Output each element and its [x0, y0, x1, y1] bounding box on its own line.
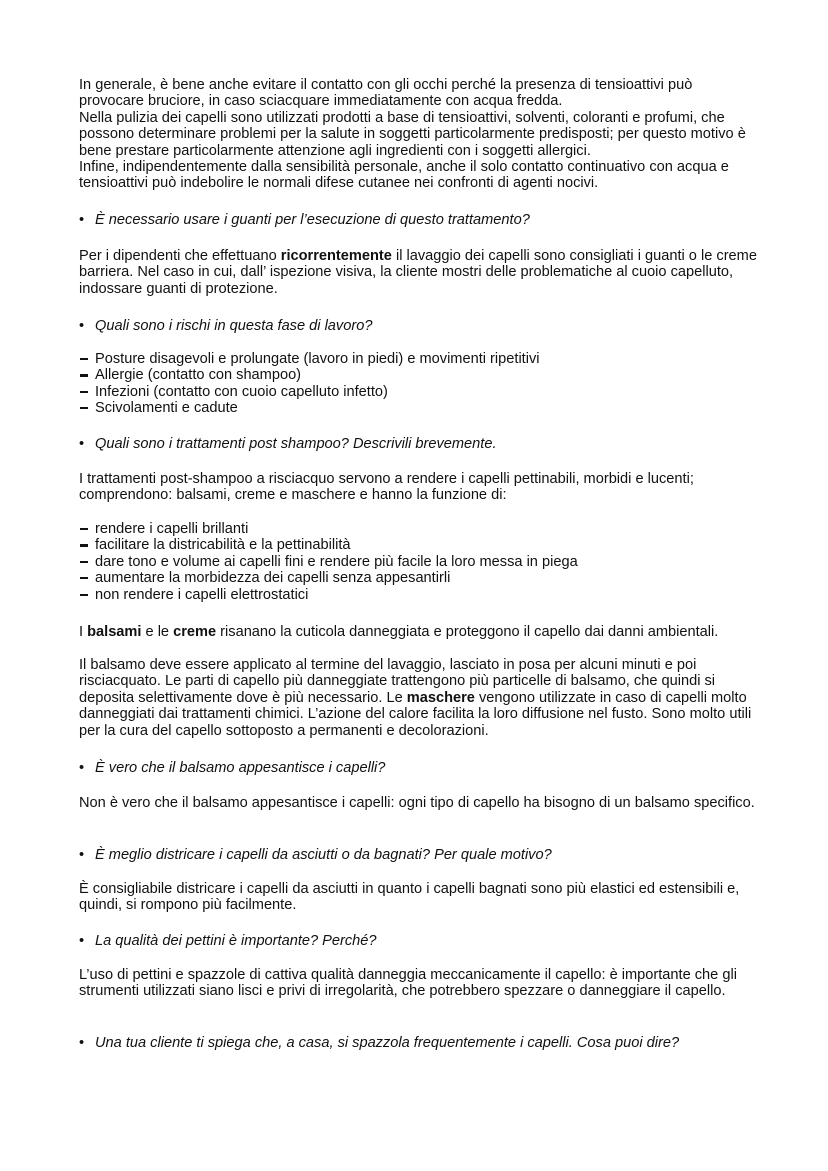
question-risks: [79, 318, 779, 334]
answer-balsamo: Non è vero che il balsamo appesantisce i capelli: ogni tipo di capello ha bisogno di un balsamo specifico.: [79, 795, 755, 811]
bullet-point: •: [79, 318, 85, 334]
bold-term: maschere: [406, 689, 475, 706]
bullet-point: •: [79, 760, 85, 776]
question-text: Quali sono i trattamenti post shampoo? Descrivili brevemente.: [95, 436, 497, 452]
question-balsamo: [79, 760, 779, 776]
bullet-point: •: [79, 1035, 85, 1051]
answer-pettini: L’uso di pettini e spazzole di cattiva qualità danneggia meccanicamente il capello: è importante che gli strumenti utilizzati siano lisci e privi di irregolarità, che potrebbero spezzare o danneggiare il capello.: [79, 967, 737, 1000]
answer-post-shampoo: I trattamenti post-shampoo a risciacquo servono a rendere i capelli pettinabili, morbidi e lucenti; comprendono: balsami, creme e maschere e hanno la funzione di:: [79, 471, 694, 504]
list-item: facilitare la districabilità e la pettinabilità: [79, 537, 578, 553]
paragraph-balsami: I balsami e le creme risanano la cuticola danneggiata e proteggono il capello dai danni ambientali.: [79, 624, 719, 640]
list-item: Infezioni (contatto con cuoio capelluto infetto): [79, 384, 540, 400]
list-item: Scivolamenti e cadute: [79, 400, 540, 416]
bold-term: balsami: [87, 624, 142, 640]
list-item: dare tono e volume ai capelli fini e rendere più facile la loro messa in piega: [79, 554, 578, 570]
question-gloves: [79, 212, 779, 228]
question-spazzola: [79, 1035, 779, 1051]
question-text: È meglio districare i capelli da asciutti o da bagnati? Per quale motivo?: [95, 847, 552, 863]
list-item: rendere i capelli brillanti: [79, 521, 578, 537]
answer-districare: È consigliabile districare i capelli da asciutti in quanto i capelli bagnati sono più elastici ed estensibili e, quindi, si rompono più facilmente.: [79, 881, 740, 914]
answer-gloves: Per i dipendenti che effettuano ricorrentemente il lavaggio dei capelli sono consigliati i guanti o le creme barriera. Nel caso in cui, dall’ ispezione visiva, la cliente mostri delle problematiche al cuoio capelluto, indossare guanti di protezione.: [79, 248, 757, 297]
bullet-point: •: [79, 847, 85, 863]
list-item: Allergie (contatto con shampoo): [79, 367, 540, 383]
question-post-shampoo: [79, 436, 779, 452]
functions-list: [79, 521, 578, 603]
list-item: Posture disagevoli e prolungate (lavoro in piedi) e movimenti ripetitivi: [79, 351, 540, 367]
question-text: È necessario usare i guanti per l’esecuzione di questo trattamento?: [95, 212, 530, 228]
question-text: È vero che il balsamo appesantisce i capelli?: [95, 760, 386, 776]
paragraph-ingredients: Nella pulizia dei capelli sono utilizzati prodotti a base di tensioattivi, solventi, coloranti e profumi, che possono determinare problemi per la salute in soggetti particolarmente predisposti; per questo motivo è bene prestare particolarmente attenzione agli ingredienti con i soggetti allergici.: [79, 110, 746, 159]
bullet-point: •: [79, 436, 85, 452]
question-text: Quali sono i rischi in questa fase di lavoro?: [95, 318, 373, 334]
bold-term: creme: [173, 624, 217, 640]
risks-list: [79, 351, 540, 417]
list-item: non rendere i capelli elettrostatici: [79, 587, 578, 603]
bullet-point: •: [79, 212, 85, 228]
bullet-point: •: [79, 933, 85, 949]
paragraph-maschere: Il balsamo deve essere applicato al termine del lavaggio, lasciato in posa per alcuni minuti e poi risciacquato. Le parti di capello più danneggiate trattengono più particelle di balsamo, che quindi si deposita selettivamente dove è più necessario. Le maschere vengono utilizzate in caso di capelli molto danneggiati dai trattamenti chimici. L’azione del calore facilita la loro diffusione nel fusto. Sono molto utili per la cura del capello sottoposto a permanenti e decolorazioni.: [79, 657, 752, 739]
question-districare: [79, 847, 779, 863]
question-text: La qualità dei pettini è importante? Perché?: [95, 933, 377, 949]
list-item: aumentare la morbidezza dei capelli senza appesantirli: [79, 570, 578, 586]
question-text: Una tua cliente ti spiega che, a casa, si spazzola frequentemente i capelli. Cosa puoi dire?: [95, 1035, 680, 1051]
question-pettini: [79, 933, 779, 949]
paragraph-eyes: In generale, è bene anche evitare il contatto con gli occhi perché la presenza di tensioattivi può provocare bruciore, in caso sciacquare immediatamente con acqua fredda.: [79, 77, 693, 110]
paragraph-skin-defenses: Infine, indipendentemente dalla sensibilità personale, anche il solo contatto continuativo con acqua e tensioattivi può indebolire le normali difese cutanee nei confronti di agenti nocivi.: [79, 159, 729, 192]
bold-term: ricorrentemente: [280, 248, 392, 264]
